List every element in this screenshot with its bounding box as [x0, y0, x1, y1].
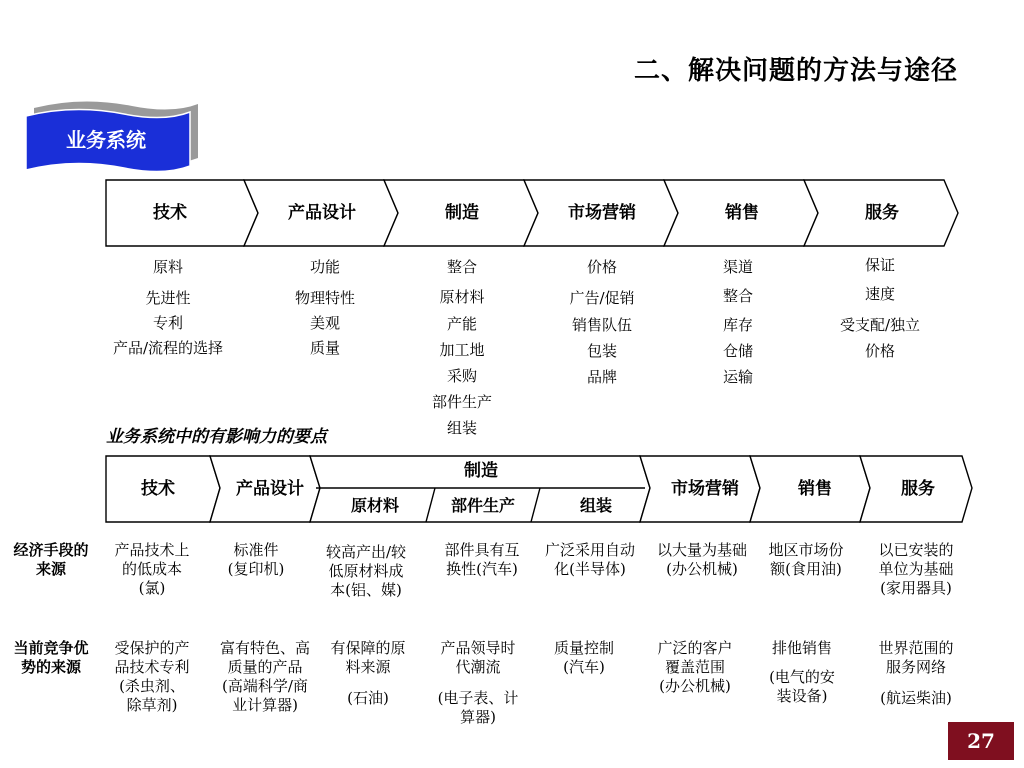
- detail-item: 部件生产: [431, 393, 492, 411]
- row-label-line: 当前竞争优: [13, 639, 89, 657]
- detail-design: [262, 258, 388, 358]
- row-label-line: 经济手段的: [13, 541, 89, 559]
- detail-item: 专利: [152, 314, 183, 332]
- chain2-step-sales: 销售: [798, 479, 832, 499]
- detail-item: 整合: [446, 258, 477, 276]
- economic-cell: 部件具有互 换性(汽车): [444, 541, 520, 578]
- chain1-step-tech: 技术: [153, 203, 187, 223]
- badge-label: 业务系统: [66, 128, 146, 152]
- economic-cell: 较高产出/较 低原材料成 本(铝、媒): [325, 543, 407, 599]
- chain2-step-manufacturing: 制造: [464, 461, 498, 481]
- detail-item: 运输: [722, 368, 753, 386]
- detail-item: 功能: [309, 258, 340, 276]
- detail-item: 原材料: [439, 288, 485, 306]
- detail-item: 产能: [446, 315, 477, 333]
- chain2-step-service: 服务: [901, 479, 935, 499]
- chain1-step-marketing: 市场营销: [568, 203, 636, 223]
- detail-item: 组装: [446, 419, 477, 437]
- detail-item: 加工地: [439, 341, 485, 359]
- chain1-step-manufacturing: 制造: [445, 203, 479, 223]
- chain1-step-service: 服务: [865, 203, 899, 223]
- detail-item: 价格: [864, 342, 895, 360]
- chain2-step-marketing: 市场营销: [671, 479, 739, 499]
- detail-item: 品牌: [586, 368, 617, 386]
- detail-tech: [106, 258, 230, 358]
- detail-manufacturing: [402, 258, 522, 438]
- chain2-sub-parts: 部件生产: [450, 496, 515, 515]
- row-label-economic: [2, 541, 100, 579]
- detail-item: 先进性: [145, 289, 191, 307]
- detail-item: 整合: [722, 287, 753, 305]
- economic-cell: 标准件 (复印机): [227, 541, 285, 578]
- competitive-cell: 受保护的产 品技术专利 (杀虫剂、 除草剂): [114, 639, 190, 714]
- page-title: 二、解决问题的方法与途径: [633, 56, 958, 86]
- row-label-line: 势的来源: [20, 658, 81, 676]
- detail-item: 销售队伍: [571, 316, 632, 334]
- detail-service: [820, 256, 940, 361]
- row-label-competitive: [2, 639, 100, 677]
- detail-sales: [676, 258, 800, 387]
- economic-cell: 广泛采用自动 化(半导体): [544, 541, 635, 578]
- detail-item: 保证: [864, 256, 895, 274]
- competitive-cell: 质量控制 (汽车): [553, 639, 614, 676]
- competitive-cell: 排他销售 (电气的安 装设备): [769, 639, 835, 705]
- chain2-sub-raw-materials: 原材料: [350, 496, 399, 515]
- chain2-sub-assembly: 组装: [579, 496, 612, 515]
- detail-item: 原料: [152, 258, 183, 276]
- detail-item: 价格: [586, 258, 617, 276]
- chain2-step-tech: 技术: [141, 479, 175, 499]
- detail-item: 渠道: [722, 258, 753, 276]
- detail-item: 物理特性: [294, 289, 355, 307]
- competitive-cell: 世界范围的 服务网络 (航运柴油): [878, 639, 954, 707]
- detail-item: 质量: [309, 339, 340, 357]
- detail-item: 库存: [722, 316, 753, 334]
- economic-cell: 以已安装的 单位为基础 (家用器具): [878, 541, 954, 597]
- competitive-cell: 广泛的客户 覆盖范围 (办公机械): [657, 639, 733, 695]
- economic-cell: 以大量为基础 (办公机械): [656, 541, 747, 578]
- economic-cell: 产品技术上 的低成本 (氯): [114, 541, 190, 597]
- business-system-badge: [22, 98, 202, 178]
- page-number: 27: [948, 722, 1014, 760]
- competitive-cell: 产品领导时 代潮流 (电子表、计 算器): [437, 639, 519, 726]
- chain2-step-design: 产品设计: [236, 479, 304, 499]
- chain1-step-design: 产品设计: [288, 203, 356, 223]
- detail-item: 包装: [586, 342, 617, 360]
- detail-item: 美观: [309, 314, 340, 332]
- detail-item: 广告/促销: [569, 289, 635, 307]
- detail-item: 采购: [446, 367, 477, 385]
- economic-cell: 地区市场份 额(食用油): [768, 541, 844, 578]
- detail-marketing: [540, 258, 664, 387]
- competitive-cell: 富有特色、高 质量的产品 (高端科学/商 业计算器): [219, 639, 310, 714]
- detail-item: 产品/流程的选择: [112, 339, 224, 357]
- section-label: 业务系统中的有影响力的要点: [106, 427, 327, 447]
- detail-item: 仓储: [722, 342, 753, 360]
- chain1-step-sales: 销售: [725, 203, 759, 223]
- detail-item: 受支配/独立: [839, 316, 921, 334]
- row-label-line: 来源: [35, 560, 66, 578]
- competitive-cell: 有保障的原 料来源 (石油): [330, 639, 406, 707]
- detail-item: 速度: [864, 285, 895, 303]
